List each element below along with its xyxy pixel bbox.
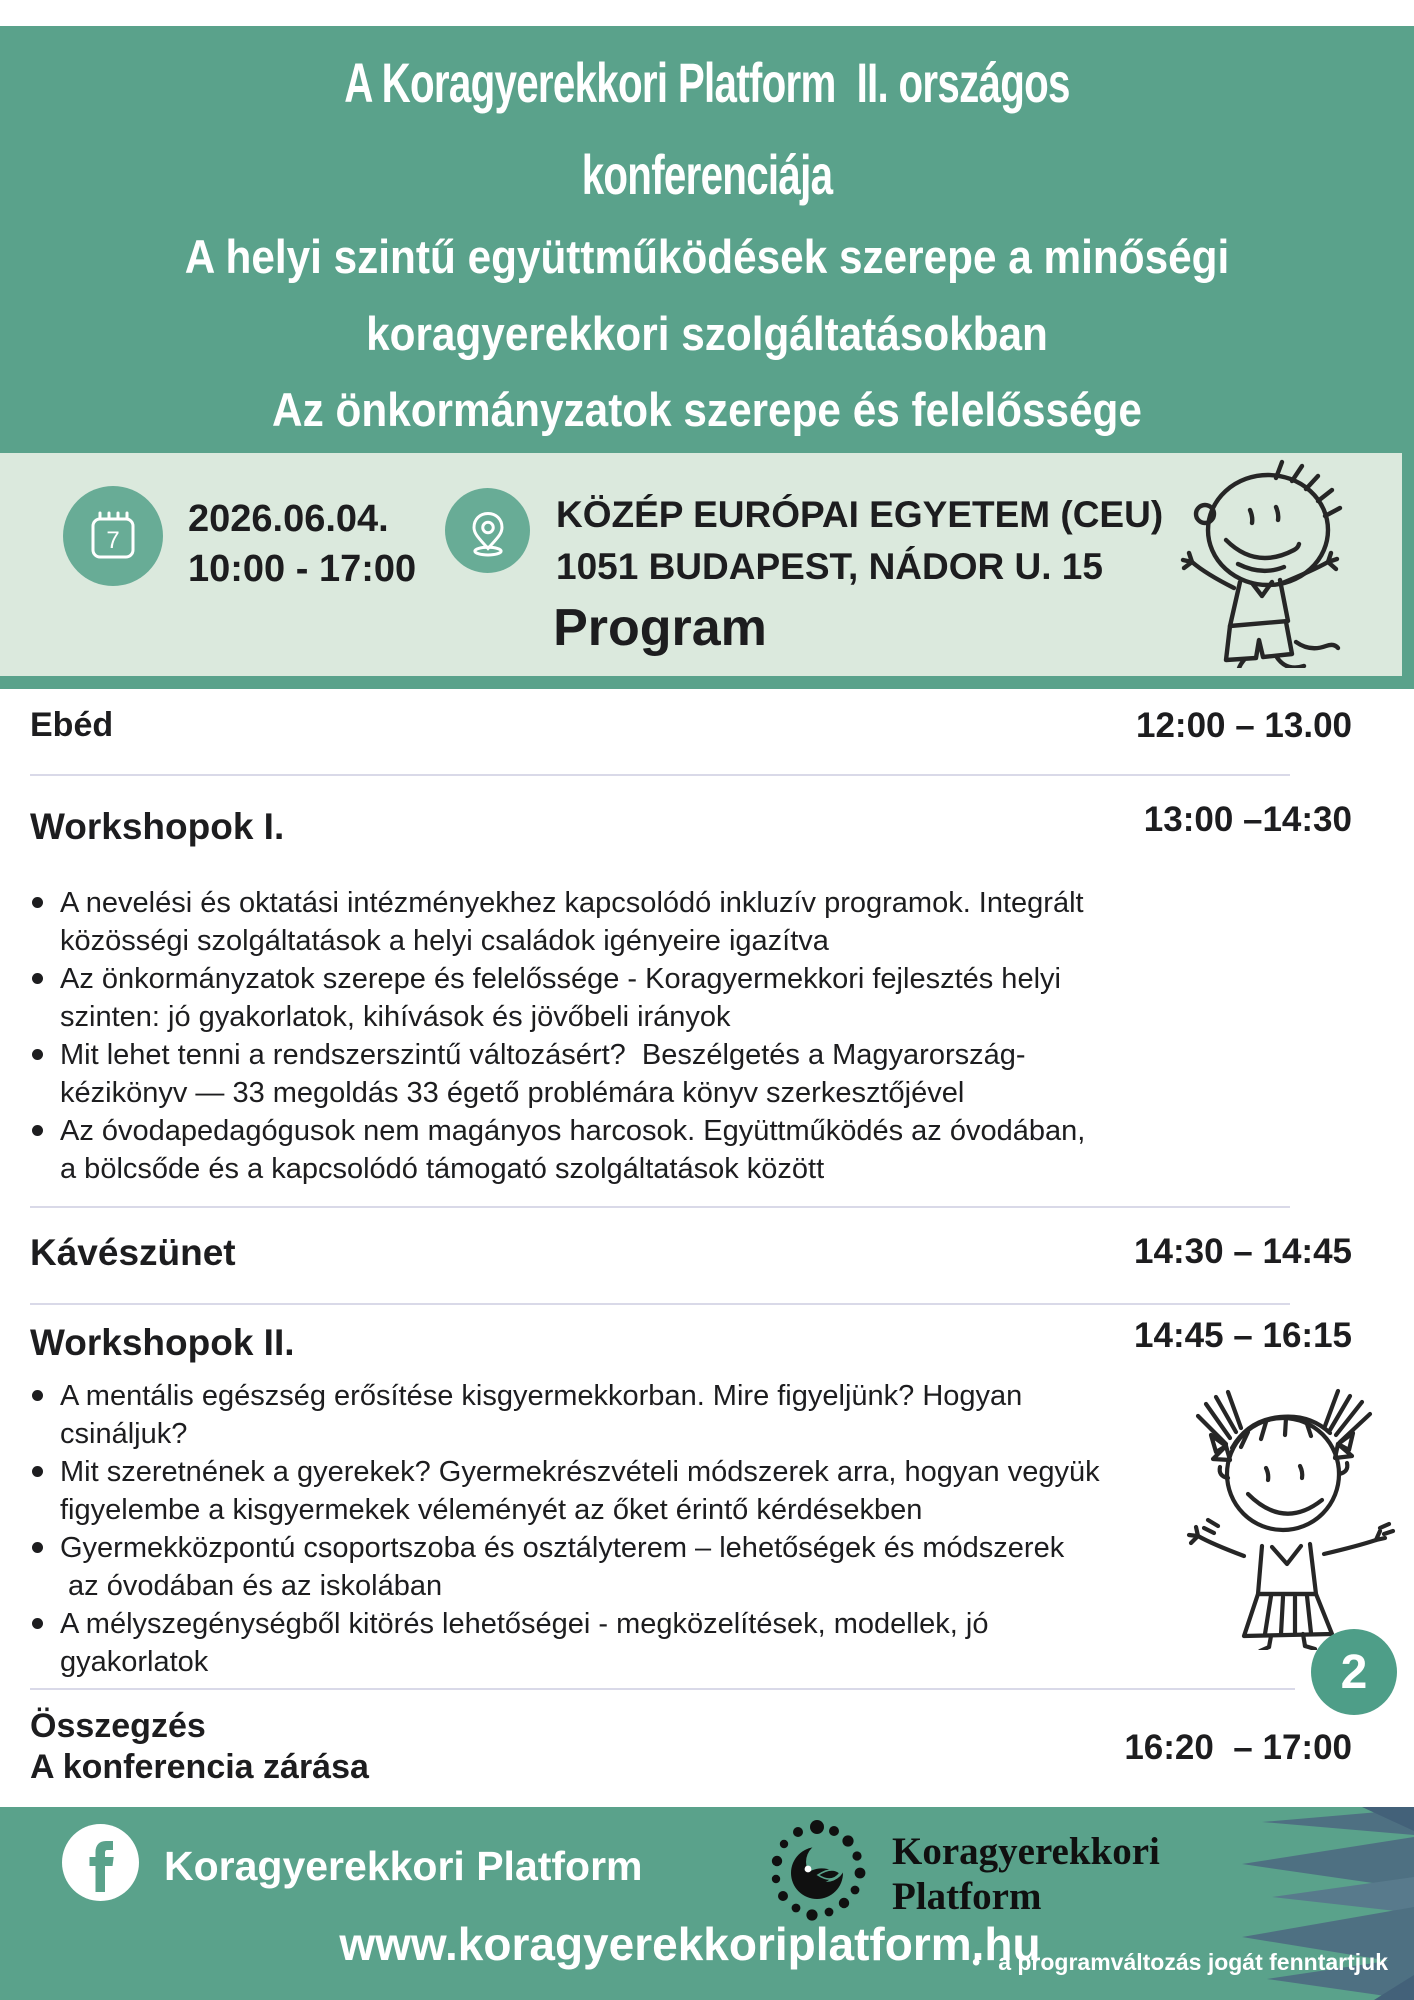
list-item	[30, 1605, 1100, 1681]
subtitle-line-1: A helyi szintű együttműködések szerepe a minőségi	[184, 230, 1230, 283]
bullet-line: a bölcsőde és a kapcsolódó támogató szolgáltatások között	[60, 1153, 825, 1185]
event-hours: 10:00 - 17:00	[188, 548, 417, 590]
list-item	[30, 960, 1085, 1036]
divider	[30, 1303, 1290, 1305]
girl-doodle-illustration	[1178, 1382, 1408, 1650]
bullet-line: A mentális egészség erősítése kisgyermekkorban. Mire figyeljünk? Hogyan	[60, 1380, 1023, 1412]
list-item	[30, 884, 1085, 960]
divider	[30, 1688, 1295, 1690]
logo-wordmark	[892, 1829, 1160, 1919]
program-heading: Program	[553, 599, 767, 657]
subtitle-line-2: koragyerekkori szolgáltatásokban	[366, 307, 1048, 360]
koragyerekkori-platform-logo	[770, 1819, 868, 1921]
subtitle-line-3: Az önkormányzatok szerepe és felelőssége	[272, 383, 1142, 436]
bullet-line: szinten: jó gyakorlatok, kihívások és jövőbeli irányok	[60, 1001, 731, 1033]
bullet-line: kézikönyv — 33 megoldás 33 égető problémára könyv szerkesztőjével	[60, 1077, 965, 1109]
list-item	[30, 1529, 1100, 1605]
bullet-line: Az óvodapedagógusok nem magányos harcosok. Együttműködés az óvodában,	[60, 1115, 1086, 1147]
page-number: 2	[1340, 1645, 1368, 1699]
facebook-icon[interactable]	[62, 1824, 139, 1901]
workshops2-bullet-list	[30, 1377, 1100, 1681]
page-number-badge	[1311, 1629, 1397, 1715]
band-bottom-strip	[0, 676, 1414, 689]
schedule-label-closing	[30, 1706, 369, 1788]
location-pin-icon	[445, 488, 530, 573]
bullet-line: csináljuk?	[60, 1418, 188, 1450]
schedule-time-workshops1: 13:00 –14:30	[1143, 800, 1352, 839]
list-item	[30, 1036, 1085, 1112]
schedule-time-lunch: 12:00 – 13.00	[1135, 706, 1352, 745]
svg-text:7: 7	[106, 527, 120, 554]
bullet-line: az óvodában és az iskolában	[60, 1570, 443, 1602]
title-line-1: A Koragyerekkori Platform II. országos	[344, 51, 1070, 114]
bullet-line: Az önkormányzatok szerepe és felelőssége - Koragyermekkori fejlesztés helyi	[60, 963, 1061, 995]
fine-print: • a programváltozás jogát fenntartjuk	[972, 1949, 1388, 1976]
venue-address	[556, 489, 1163, 593]
list-item	[30, 1453, 1100, 1529]
closing-line-2: A konferencia zárása	[30, 1748, 369, 1786]
schedule-time-workshops2: 14:45 – 16:15	[1134, 1316, 1352, 1355]
bullet-line: Gyermekközpontú csoportszoba és osztályterem – lehetőségek és módszerek	[60, 1532, 1065, 1564]
schedule-label-lunch: Ebéd	[30, 706, 114, 744]
list-item	[30, 1377, 1100, 1453]
bullet-line: gyakorlatok	[60, 1646, 209, 1678]
logo-word-2: Platform	[892, 1875, 1042, 1918]
divider	[30, 1206, 1290, 1208]
closing-line-1: Összegzés	[30, 1707, 206, 1745]
schedule-time-coffee: 14:30 – 14:45	[1134, 1232, 1352, 1271]
schedule-time-closing: 16:20 – 17:00	[1124, 1728, 1352, 1767]
boy-doodle-illustration	[1168, 456, 1383, 668]
schedule-label-workshops2: Workshopok II.	[30, 1322, 295, 1363]
divider	[30, 774, 1290, 776]
bullet-line: A mélyszegénységből kitörés lehetőségei - megközelítések, modellek, jó	[60, 1608, 989, 1640]
footer-banner	[0, 1807, 1414, 2000]
header-banner	[0, 26, 1414, 453]
list-item	[30, 1112, 1085, 1188]
bullet-line: Mit szeretnének a gyerekek? Gyermekrészvételi módszerek arra, hogyan vegyük	[60, 1456, 1100, 1488]
bullet-line: A nevelési és oktatási intézményekhez kapcsolódó inkluzív programok. Integrált	[60, 887, 1084, 919]
workshops1-bullet-list	[30, 884, 1085, 1188]
logo-word-1: Koragyerekkori	[892, 1830, 1160, 1873]
band-right-edge	[1402, 453, 1414, 676]
bullet-line: közösségi szolgáltatások a helyi családok igényeire igazítva	[60, 925, 829, 957]
bullet-line: figyelembe a kisgyermekek véleményét az őket érintő kérdésekben	[60, 1494, 923, 1526]
schedule-label-workshops1: Workshopok I.	[30, 806, 285, 847]
title-line-2: konferenciája	[581, 143, 833, 206]
calendar-icon	[63, 486, 163, 586]
website-link[interactable]: www.koragyerekkoriplatform.hu	[339, 1918, 1041, 1970]
bullet-line: Mit lehet tenni a rendszerszintű változásért? Beszélgetés a Magyarország-	[60, 1039, 1026, 1071]
event-date-time	[188, 494, 416, 594]
venue-name: KÖZÉP EURÓPAI EGYETEM (CEU)	[556, 494, 1164, 535]
facebook-page-name[interactable]: Koragyerekkori Platform	[164, 1843, 643, 1889]
schedule-label-coffee: Kávészünet	[30, 1232, 236, 1273]
event-date: 2026.06.04.	[188, 498, 389, 540]
venue-street: 1051 BUDAPEST, NÁDOR U. 15	[556, 546, 1103, 587]
